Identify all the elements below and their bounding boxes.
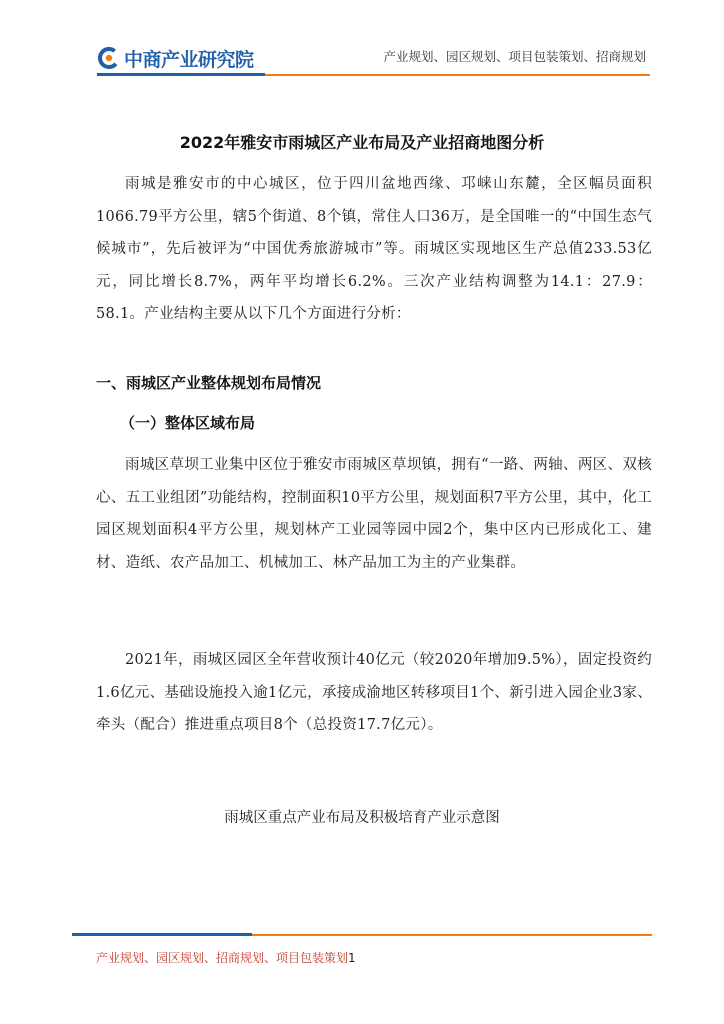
header-divider-orange xyxy=(265,74,650,76)
page-number: 1 xyxy=(348,951,356,965)
page-footer xyxy=(96,949,356,966)
footer-divider-blue xyxy=(72,933,252,936)
layout-paragraph: 雨城区草坝工业集中区位于雅安市雨城区草坝镇，拥有“一路、两轴、两区、双核心、五工业组团”功能结构，控制面积10平方公里，规划面积7平方公里，其中，化工园区规划面积4平方公里，规划林产工业园等园中园2个，集中区内已形成化工、建材、造纸、农产品加工、机械加工、林产品加工为主的产业集群。 xyxy=(96,457,652,571)
subsection-heading: （一）整体区域布局 xyxy=(120,414,256,432)
footer-slogan: 产业规划、园区规划、招商规划、项目包装策划 xyxy=(96,951,349,965)
logo-mark-icon xyxy=(97,46,121,70)
figure-caption: 雨城区重点产业布局及积极培育产业示意图 xyxy=(224,810,500,826)
section-heading: 一、雨城区产业整体规划布局情况 xyxy=(96,374,322,392)
footer-divider-orange xyxy=(252,934,652,936)
logo-text: 中商产业研究院 xyxy=(124,48,254,71)
header-divider-blue xyxy=(97,73,265,76)
page-header xyxy=(0,0,724,80)
document-title: 2022年雅安市雨城区产业布局及产业招商地图分析 xyxy=(179,133,545,152)
company-logo xyxy=(97,44,254,72)
header-slogan: 产业规划、园区规划、项目包装策划、招商规划 xyxy=(383,49,646,64)
intro-paragraph: 雨城是雅安市的中心城区，位于四川盆地西缘、邛崃山东麓，全区幅员面积1066.79平方公里，辖5个街道、8个镇，常住人口36万，是全国唯一的“中国生态气候城市”，先后被评为“中国优秀旅游城市”等。雨城区实现地区生产总值233.53亿元，同比增长8.7%，两年平均增长6.2%。三次产业结构调整为14.1：27.9：58.1。产业结构主要从以下几个方面进行分析： xyxy=(96,176,652,322)
park-revenue-paragraph: 2021年，雨城区园区全年营收预计40亿元（较2020年增加9.5%），固定投资约1.6亿元、基础设施投入逾1亿元，承接成渝地区转移项目1个、新引进入园企业3家、牵头（配合）推进重点项目8个（总投资17.7亿元）。 xyxy=(96,652,652,733)
